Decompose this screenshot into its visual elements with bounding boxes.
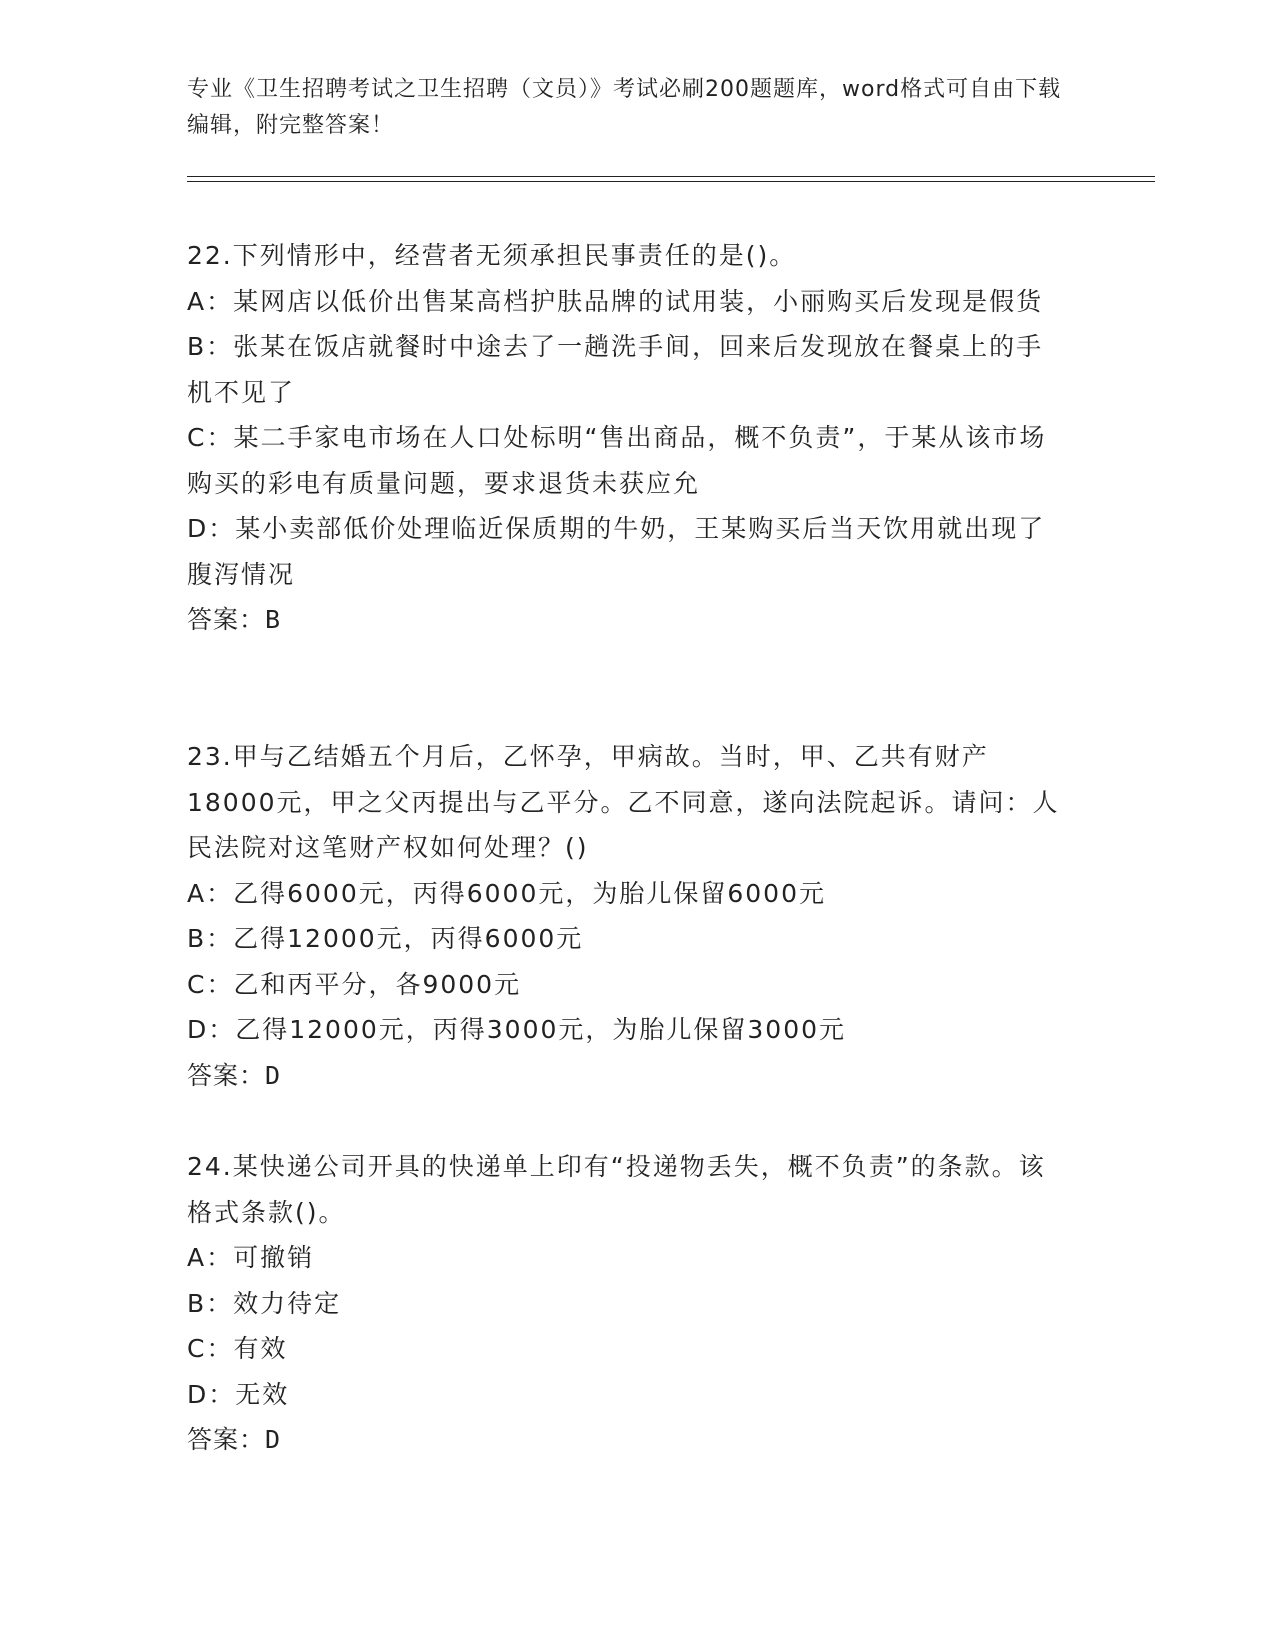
option-c: C：某二手家电市场在人口处标明“售出商品，概不负责”，于某从该市场购买的彩电有质量问题，要求退货未获应允: [187, 423, 1047, 498]
answer-label: 答案：D: [187, 1060, 282, 1090]
option-a: A：可撤销: [187, 1243, 315, 1272]
document-header: [187, 72, 1067, 144]
option-a: A：乙得6000元，丙得6000元，为胎儿保留6000元: [187, 878, 826, 908]
option-a: A：某网店以低价出售某高档护肤品牌的试用装，小丽购买后发现是假货: [187, 286, 1044, 316]
option-d: D：无效: [187, 1379, 290, 1409]
question-stem: 24.某快递公司开具的快递单上印有“投递物丢失，概不负责”的条款。该格式条款()。: [187, 1152, 1046, 1227]
header-text: 专业《卫生招聘考试之卫生招聘（文员）》考试必刷200题题库，word格式可自由下载编辑，附完整答案！: [187, 77, 1062, 138]
option-d: D：某小卖部低价处理临近保质期的牛奶，王某购买后当天饮用就出现了腹泻情况: [187, 514, 1046, 589]
header-divider-bottom: [187, 181, 1155, 182]
question-23: [187, 734, 1067, 1098]
option-c: C：乙和丙平分，各9000元: [187, 969, 522, 999]
option-b: B：效力待定: [187, 1288, 342, 1318]
answer-label: 答案：B: [187, 605, 282, 634]
question-24: [187, 1144, 1067, 1463]
question-stem: 22.下列情形中，经营者无须承担民事责任的是()。: [187, 241, 797, 270]
answer-label: 答案：D: [187, 1425, 282, 1454]
question-22: [187, 233, 1067, 643]
header-divider-top: [187, 176, 1155, 177]
option-b: B：乙得12000元，丙得6000元: [187, 924, 584, 953]
question-stem: 23.甲与乙结婚五个月后，乙怀孕，甲病故。当时，甲、乙共有财产18000元，甲之父丙提出与乙平分。乙不同意，遂向法院起诉。请问：人民法院对这笔财产权如何处理？(): [187, 742, 1060, 862]
option-c: C：有效: [187, 1334, 288, 1363]
option-d: D：乙得12000元，丙得3000元，为胎儿保留3000元: [187, 1015, 847, 1044]
option-b: B：张某在饭店就餐时中途去了一趟洗手间，回来后发现放在餐桌上的手机不见了: [187, 332, 1044, 407]
